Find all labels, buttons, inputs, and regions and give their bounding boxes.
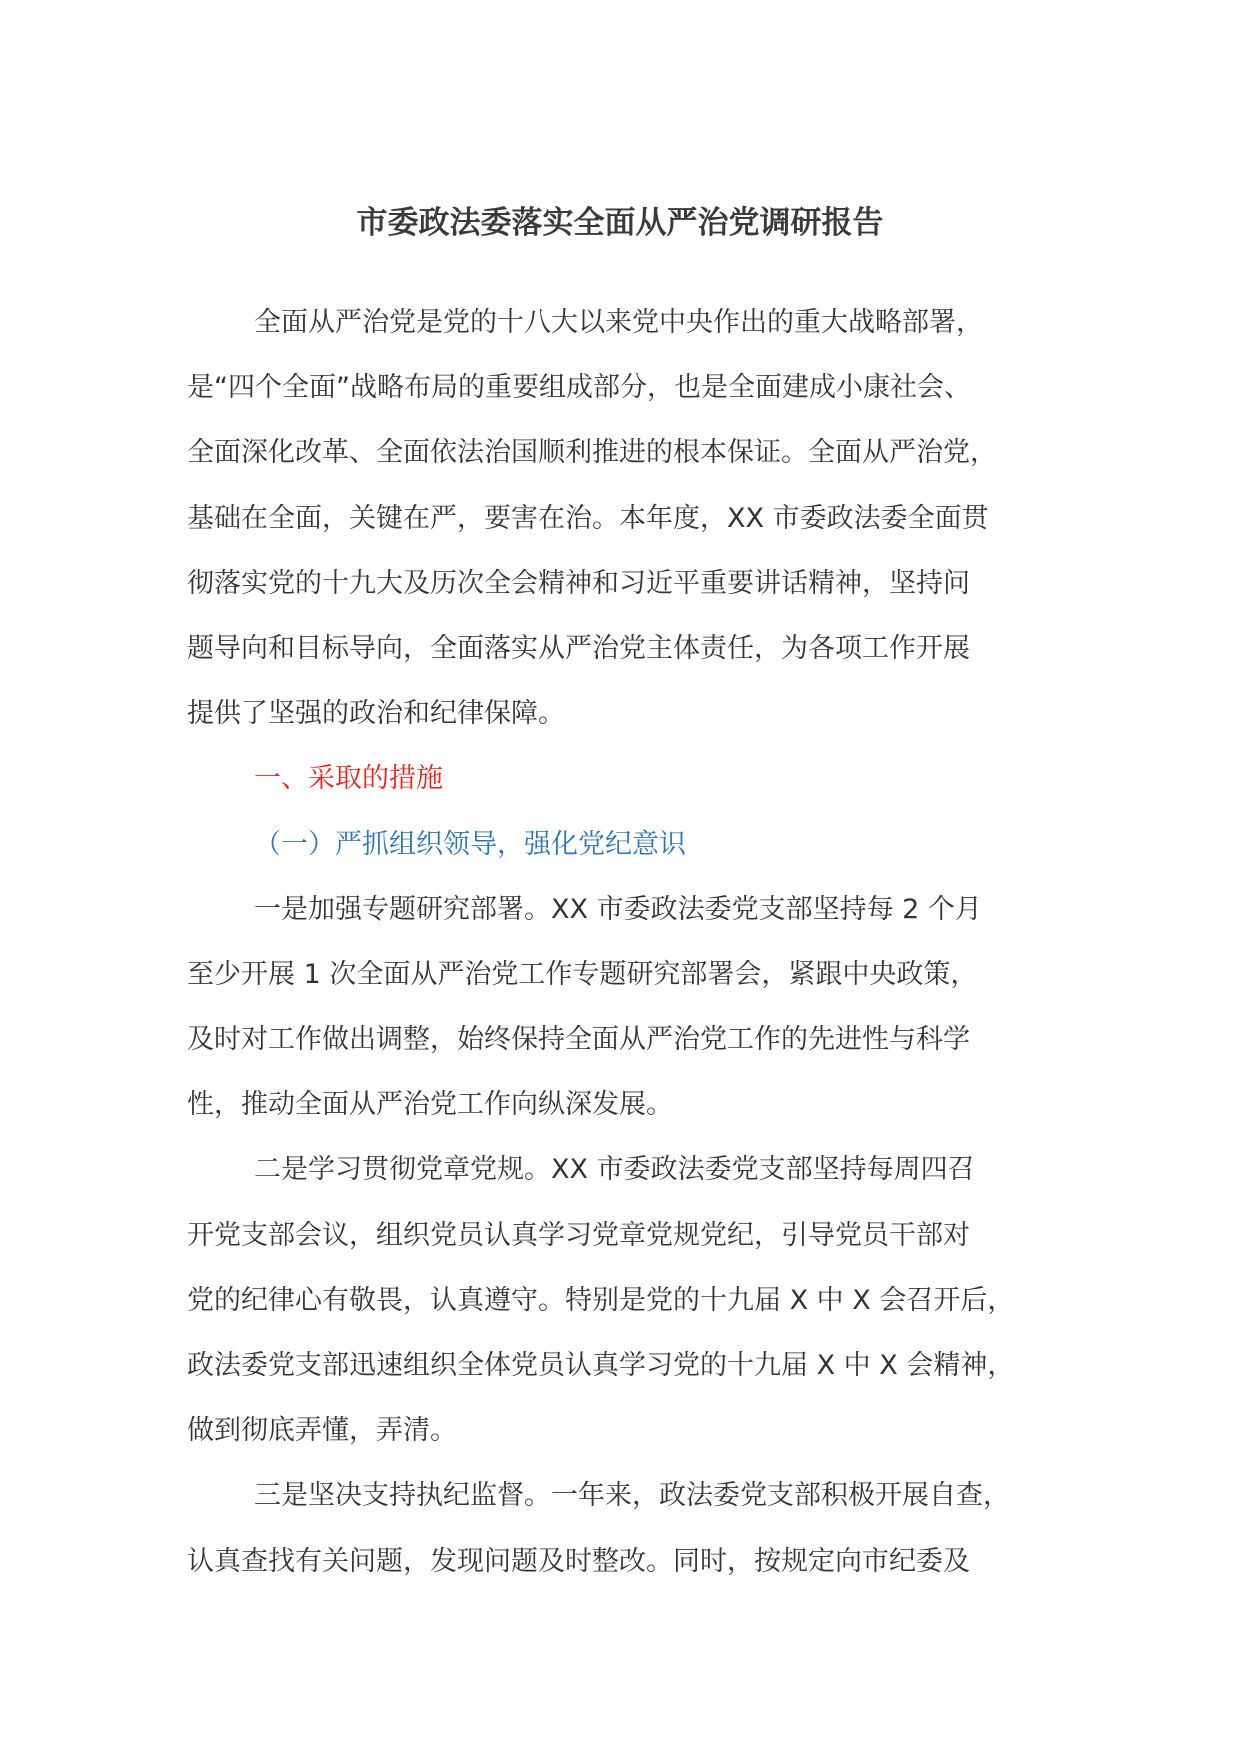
paragraph-line: 及时对工作做出调整，始终保持全面从严治党工作的先进性与科学 bbox=[187, 1024, 970, 1056]
document-body bbox=[187, 290, 1077, 1594]
paragraph-line: 全面从严治党是党的十八大以来党中央作出的重大战略部署， bbox=[254, 307, 983, 338]
paragraph-line: 性，推动全面从严治党工作向纵深发展。 bbox=[187, 1089, 673, 1121]
paragraph-line: 政法委党支部迅速组织全体党员认真学习党的十九届 X 中 X 会精神， bbox=[187, 1350, 1015, 1381]
paragraph-line: 提供了坚强的政治和纪律保障。 bbox=[187, 698, 565, 730]
paragraph-line: 开党支部会议，组织党员认真学习党章党规党纪，引导党员干部对 bbox=[187, 1219, 970, 1251]
paragraph-line: 党的纪律心有敬畏，认真遵守。特别是党的十九届 X 中 X 会召开后， bbox=[187, 1284, 1015, 1316]
paragraph-line: 三是坚决支持执纪监督。一年来，政法委党支部积极开展自查， bbox=[254, 1480, 1010, 1512]
paragraph-line: 题导向和目标导向，全面落实从严治党主体责任，为各项工作开展 bbox=[187, 632, 970, 664]
document-title: 市委政法委落实全面从严治党调研报告 bbox=[356, 205, 884, 241]
paragraph-line: 至少开展 1 次全面从严治党工作专题研究部署会，紧跟中央政策， bbox=[187, 958, 978, 990]
paragraph-line: 彻落实党的十九大及历次全会精神和习近平重要讲话精神，坚持问 bbox=[187, 567, 970, 599]
paragraph-line: 全面深化改革、全面依法治国顺利推进的根本保证。全面从严治党， bbox=[187, 437, 997, 469]
section-heading: 一、采取的措施 bbox=[254, 763, 443, 795]
paragraph-line: 做到彻底弄懂，弄清。 bbox=[187, 1415, 457, 1447]
subsection-heading: （一）严抓组织领导，强化党纪意识 bbox=[254, 828, 686, 860]
paragraph-line: 基础在全面，关键在严，要害在治。本年度，XX 市委政法委全面贯 bbox=[187, 502, 989, 534]
paragraph-line: 一是加强专题研究部署。XX 市委政法委党支部坚持每 2 个月 bbox=[254, 893, 982, 925]
paragraph-line: 是“四个全面”战略布局的重要组成部分，也是全面建成小康社会、 bbox=[187, 372, 971, 404]
paragraph-line: 认真查找有关问题，发现问题及时整改。同时，按规定向市纪委及 bbox=[187, 1545, 970, 1577]
paragraph-line: 二是学习贯彻党章党规。XX 市委政法委党支部坚持每周四召 bbox=[254, 1154, 975, 1186]
